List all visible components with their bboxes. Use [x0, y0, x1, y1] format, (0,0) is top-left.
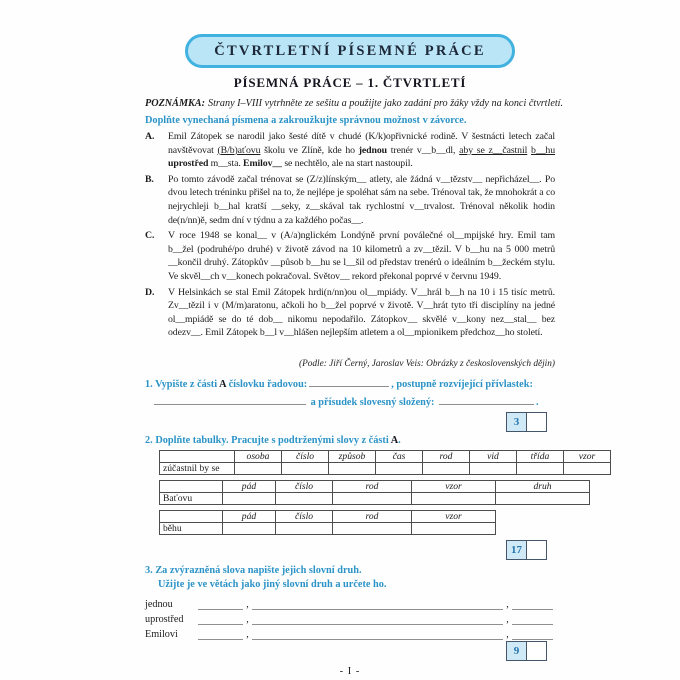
- q3-heading-line2: Užijte je ve větách jako jiný slovní druh a určete ho.: [158, 578, 387, 590]
- q1-sep1: , postupně rozvíjející přívlastek:: [391, 379, 533, 390]
- q2-score-row: [145, 540, 555, 561]
- table-corner-cell: [160, 511, 223, 523]
- table-answer-cell: [470, 463, 517, 475]
- q1-line1: [145, 375, 555, 393]
- paragraph-label: C.: [145, 230, 155, 242]
- passage-paragraph: [145, 130, 555, 171]
- table-header-cell: vzor: [412, 511, 496, 523]
- table-corner-cell: [160, 481, 223, 493]
- table-row-label: Baťovu: [160, 493, 223, 505]
- q1-number: 1.: [145, 379, 153, 390]
- q3-word: uprostřed: [145, 614, 184, 625]
- q3-word: jednou: [145, 599, 173, 610]
- table-header-cell: pád: [223, 481, 276, 493]
- table-header-cell: vzor: [564, 451, 611, 463]
- passage-text-segment: školu ve Zlíně, kde ho: [260, 144, 359, 156]
- answer-table: [159, 510, 496, 535]
- answer-blank: [512, 613, 553, 625]
- q3-row: [145, 610, 555, 625]
- table-header-cell: čas: [376, 451, 423, 463]
- passage-paragraph: [145, 173, 555, 227]
- table-answer-cell: [333, 523, 412, 535]
- comma: ,: [246, 614, 249, 625]
- table-answer-cell: [235, 463, 282, 475]
- table-header-cell: rod: [333, 511, 412, 523]
- table-answer-cell: [517, 463, 564, 475]
- answer-blank: [252, 613, 503, 625]
- passage-text-segment: b__hu: [531, 144, 555, 156]
- table-answer-cell: [412, 493, 496, 505]
- score-empty-cell: [527, 413, 546, 431]
- q1-item2: a přísudek slovesný složený:: [310, 397, 435, 408]
- table-header-cell: třída: [517, 451, 564, 463]
- table-header-cell: vzor: [412, 481, 496, 493]
- table-answer-cell: [223, 493, 276, 505]
- paragraph-label: D.: [145, 286, 155, 298]
- answer-table: [159, 450, 611, 475]
- table-container-3: [159, 510, 555, 535]
- table-answer-cell: [276, 523, 333, 535]
- q3-row: [145, 595, 555, 610]
- answer-blank: [512, 598, 553, 610]
- passage: [145, 130, 555, 358]
- answer-blank: [198, 598, 243, 610]
- q3-heading-line1: [145, 564, 555, 578]
- table-answer-cell: [329, 463, 376, 475]
- q3-score-row: [145, 641, 555, 662]
- paragraph-label: B.: [145, 173, 154, 185]
- citation: (Podle: Jiří Černý, Jaroslav Veis: Obrázky z československých dějin): [298, 359, 555, 369]
- table-answer-cell: [282, 463, 329, 475]
- table-header-cell: pád: [223, 511, 276, 523]
- passage-text-segment: aby se z__častnil: [459, 144, 528, 156]
- passage-text-segment: V roce 1948 se konal__ v (A/a)nglickém Londýně první poválečné ol__mpijské hry. Emil tam b__žel (podruhé/po druhé) v životě závod na 10 kilometrů a zv__tězil. V b__hu na 5 000 metrů __končil druhý. Zátopkův __působ b__hu se l__šil od představ trenérů o ideálním b__žeckém stylu. Ve skvěl__ch v__konech pokračoval. Světov__ rekord překonal poprvé v červnu 1949.: [168, 230, 555, 282]
- answer-blank: [252, 598, 503, 610]
- comma: ,: [246, 599, 249, 610]
- q2-heading-end: .: [398, 435, 401, 446]
- q3-rows: [145, 595, 555, 640]
- q1-line2: [145, 393, 555, 411]
- table-container-1: [159, 450, 596, 475]
- q3-word: Emilovi: [145, 629, 178, 640]
- question-3-heading: [145, 564, 555, 591]
- score-box-q1: [506, 412, 547, 432]
- q3-row: [145, 625, 555, 640]
- table-answer-cell: [412, 523, 496, 535]
- table-row-label: běhu: [160, 523, 223, 535]
- answer-blank: [198, 628, 243, 640]
- table-header-cell: způsob: [329, 451, 376, 463]
- passage-text-segment: uprostřed: [168, 158, 209, 170]
- note-label: POZNÁMKA:: [145, 98, 205, 109]
- passage-text-segment: (B/b)aťovu: [217, 144, 261, 156]
- answer-blank: [309, 375, 389, 387]
- table-corner-cell: [160, 451, 235, 463]
- passage-text-segment: jednou: [358, 144, 388, 156]
- table-answer-cell: [496, 493, 590, 505]
- answer-blank: [512, 628, 553, 640]
- table-answer-cell: [423, 463, 470, 475]
- paragraph-label: A.: [145, 131, 155, 142]
- question-2-heading: [145, 435, 555, 446]
- score-empty-cell: [527, 541, 546, 559]
- table-header-cell: osoba: [235, 451, 282, 463]
- table-header-cell: číslo: [276, 481, 333, 493]
- answer-blank: [252, 628, 503, 640]
- answer-blank: [439, 393, 534, 405]
- table-row-label: zúčastnil by se: [160, 463, 235, 475]
- q2-part-ref: A: [390, 435, 399, 446]
- q2-heading-text: Doplňte tabulky. Pracujte s podtrženými slovy z části: [155, 435, 389, 446]
- answer-table: [159, 480, 590, 505]
- page-title: ČTVRTLETNÍ PÍSEMNÉ PRÁCE: [214, 42, 486, 59]
- passage-text-segment: se nechtělo, ale na start nastoupil.: [281, 158, 413, 170]
- passage-paragraph: [145, 286, 555, 340]
- subtitle: PÍSEMNÁ PRÁCE – 1. ČTVRTLETÍ: [233, 75, 467, 90]
- comma: ,: [506, 599, 509, 610]
- table-header-cell: rod: [423, 451, 470, 463]
- table-header-cell: druh: [496, 481, 590, 493]
- passage-text-segment: Emilov__: [243, 158, 282, 170]
- q1-item1: číslovku řadovou:: [228, 379, 308, 390]
- comma: ,: [506, 614, 509, 625]
- page-content: [145, 34, 596, 677]
- q2-tables: [159, 450, 596, 535]
- table-answer-cell: [376, 463, 423, 475]
- table-answer-cell: [276, 493, 333, 505]
- table-header-cell: rod: [333, 481, 412, 493]
- table-answer-cell: [333, 493, 412, 505]
- q1-score-row: [145, 412, 555, 433]
- comma: ,: [246, 629, 249, 640]
- q3-heading-text1: Za zvýrazněná slova napište jejich slovní druh.: [155, 565, 362, 576]
- score-value: 3: [507, 413, 527, 431]
- passage-paragraph: [145, 229, 555, 283]
- q1-part-ref: A: [219, 379, 226, 390]
- title-box: [185, 34, 515, 68]
- q2-number: 2.: [145, 435, 153, 446]
- score-value: 17: [507, 541, 527, 559]
- page-number: - I -: [339, 666, 361, 677]
- score-box-q2: [506, 540, 547, 560]
- table-answer-cell: [564, 463, 611, 475]
- exercise-instruction: Doplňte vynechaná písmena a zakroužkujte správnou možnost v závorce.: [145, 115, 467, 126]
- comma: ,: [506, 629, 509, 640]
- table-header-cell: vid: [470, 451, 517, 463]
- score-empty-cell: [527, 642, 546, 660]
- passage-text-segment: trenér v__b__dl,: [387, 144, 460, 156]
- table-answer-cell: [223, 523, 276, 535]
- note-text: Strany I–VIII vytrhněte ze sešitu a použijte jako zadání pro žáky vždy na konci čtvrtletí.: [208, 98, 564, 109]
- table-header-cell: číslo: [282, 451, 329, 463]
- table-header-cell: číslo: [276, 511, 333, 523]
- q3-number: 3.: [145, 565, 153, 576]
- passage-text-segment: V Helsinkách se stal Emil Zátopek hrdi(n/nn)ou ol__mpiády. V__hrál b__h na 10 i 15 tisíc metrů. Zv__tězil i v (M/m)aratonu, ačkoli ho b__žel poprvé v životě. V__hrát tyto tři disciplíny na jedné ol__mpiádě se do té dob__ nikomu nepodařilo. Zátopkov__ skvělé v__kony nez__stal__ bez odezv__. Emil Zátopek b__l v__hlášen nejlepším atletem a ol__mpionikem předchoz__ho století.: [168, 286, 555, 339]
- q1-lead: Vypište z části: [155, 379, 218, 390]
- q1-period: .: [536, 397, 539, 408]
- answer-blank: [154, 393, 306, 405]
- table-container-2: [159, 480, 555, 505]
- score-box-q3: [506, 641, 547, 661]
- passage-text-segment: Po tomto závodě začal trénovat se (Z/z)línským__ atlety, ale žádná v__tězstv__ nepřicházel__. Po dvou letech tréninku přišel na to, že nejlépe je spoléhat sám na sebe. Trénoval tak, že mnohokrát a co nejrychleji b__hal kratší __seky, z__skával tak rychlostní v__trvalost. Trénoval několik hodin de(n/nn)ě, sedm dní v týdnu a za každého počas__.: [168, 173, 555, 226]
- answer-blank: [198, 613, 243, 625]
- passage-text-segment: Emil Zátopek se narodil jako šesté dítě v chudé (K/k)opřivnické rodině. V šestnácti letech začal navštěvovat: [168, 131, 555, 156]
- score-value: 9: [507, 642, 527, 660]
- question-1: [145, 375, 555, 411]
- note-line: [145, 98, 564, 109]
- passage-text-segment: m__sta.: [208, 158, 244, 170]
